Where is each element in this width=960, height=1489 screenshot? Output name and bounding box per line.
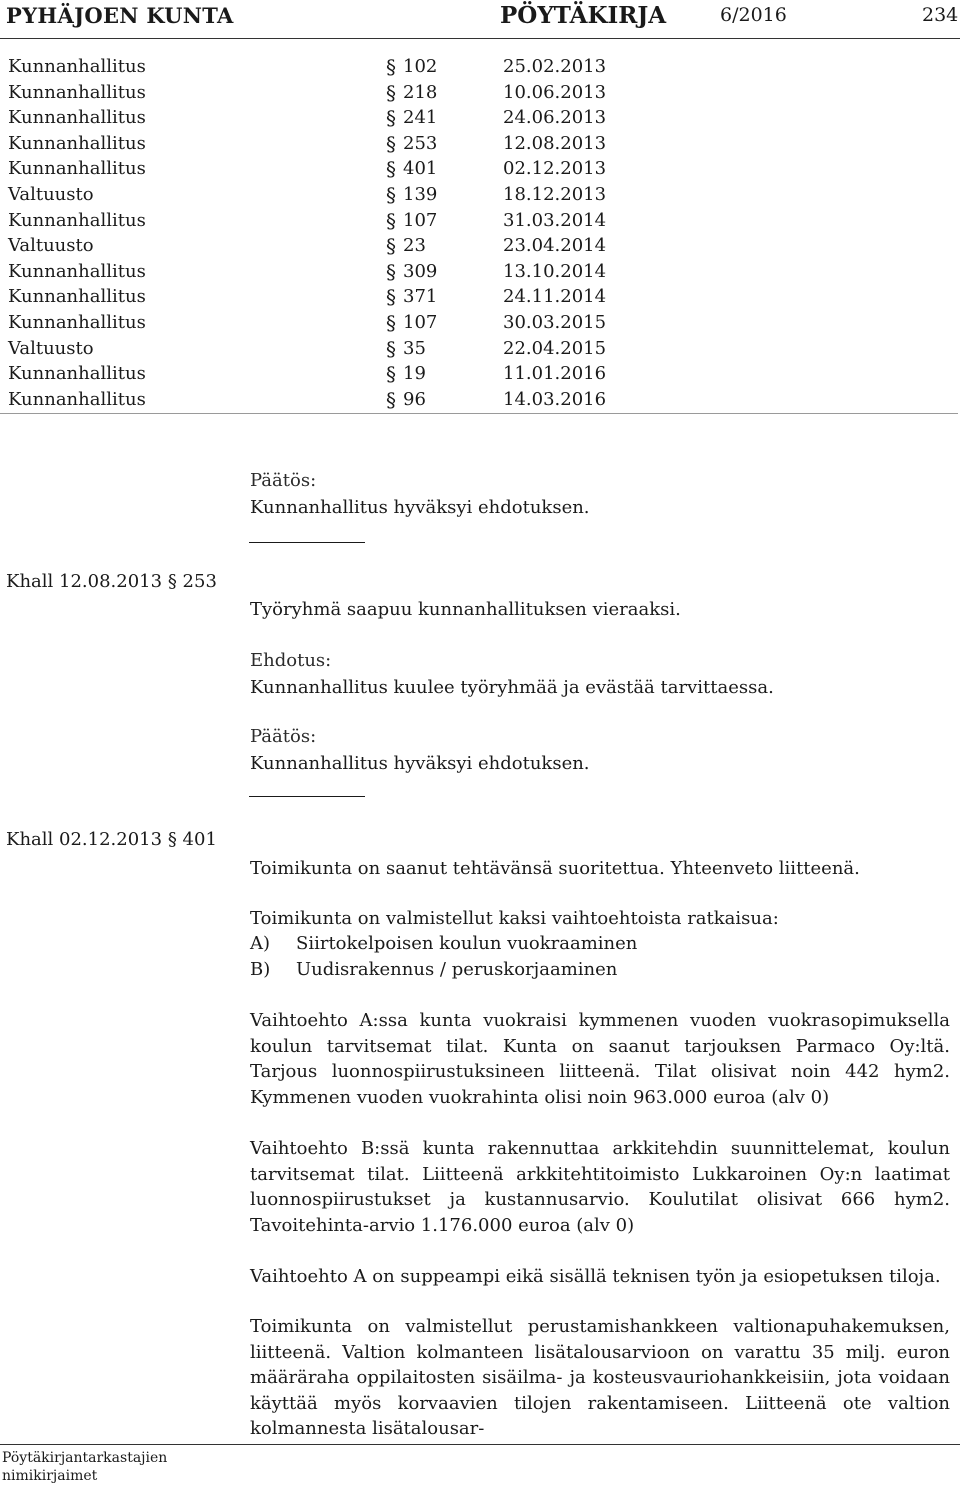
proposal-label: Ehdotus:	[250, 650, 332, 671]
organization-name: PYHÄJOEN KUNTA	[6, 3, 234, 28]
history-row	[8, 312, 958, 338]
option-a-text: Siirtokelpoisen koulun vuokraaminen	[296, 933, 638, 954]
option-a	[250, 931, 637, 957]
footer-line-1: Pöytäkirjantarkastajien	[2, 1450, 168, 1466]
section-end-rule	[249, 542, 365, 543]
history-number: 23	[403, 235, 426, 257]
option-a-key: A)	[250, 933, 271, 954]
history-org: Kunnanhallitus	[8, 363, 146, 385]
section-icon: §	[167, 571, 177, 592]
section-icon: §	[386, 208, 396, 233]
history-org: Valtuusto	[8, 183, 94, 205]
section-icon: §	[386, 55, 396, 79]
history-row	[8, 107, 958, 133]
history-row	[8, 82, 958, 108]
history-number: 309	[403, 260, 438, 282]
decision-label: Päätös:	[250, 726, 317, 747]
decision-text: Kunnanhallitus hyväksyi ehdotuksen.	[250, 753, 590, 774]
history-org: Kunnanhallitus	[8, 158, 146, 180]
history-date: 23.04.2014	[503, 235, 607, 257]
section-icon: §	[386, 259, 396, 284]
khall-401-reference	[6, 829, 217, 850]
history-number: 218	[403, 81, 438, 103]
option-a-description	[250, 1008, 950, 1110]
section-icon: §	[386, 106, 396, 131]
paragraph: Vaihtoehto A on suppeampi eikä sisällä teknisen työn ja esiopetuksen tiloja.	[250, 1266, 941, 1287]
history-org: Valtuusto	[8, 337, 94, 359]
footer-line-2: nimikirjaimet	[2, 1468, 98, 1484]
history-org: Kunnanhallitus	[8, 260, 146, 282]
history-row	[8, 389, 958, 415]
history-org: Kunnanhallitus	[8, 107, 146, 129]
history-date: 02.12.2013	[503, 158, 607, 180]
history-number: 107	[403, 209, 438, 231]
history-org: Kunnanhallitus	[8, 132, 146, 154]
history-number: 401	[403, 158, 438, 180]
paragraph: Vaihtoehto B:ssä kunta rakennuttaa arkkitehdin suunnittelemat, koulun tarvitsemat tilat. Liitteenä arkkitehtitoimisto Lukkaroinen Oy:n laatimat luonnospiirustukset ja kustannusarvio. Koulutilat olisivat 666 hym2. Tavoitehinta-arvio 1.176.000 euroa (alv 0)	[250, 1138, 950, 1236]
section-icon: §	[167, 829, 177, 850]
history-date: 22.04.2015	[503, 337, 607, 359]
history-org: Valtuusto	[8, 235, 94, 257]
section-icon: §	[386, 131, 396, 156]
section-icon: §	[386, 362, 396, 387]
history-date: 11.01.2016	[503, 363, 607, 385]
history-date: 12.08.2013	[503, 132, 607, 154]
proposal-text: Kunnanhallitus kuulee työryhmää ja evästää tarvittaessa.	[250, 677, 774, 698]
section-icon: §	[386, 157, 396, 182]
history-date: 25.02.2013	[503, 56, 607, 77]
section-icon: §	[386, 234, 396, 259]
paragraph: Vaihtoehto A:ssa kunta vuokraisi kymmenen vuoden vuokrasopimuksella koulun tarvitsemat tilat. Kunta on saanut tarjouksen Parmaco Oy:ltä. Tarjous luonnospiirustuksineen liitteenä. Tilat olisivat noin 442 hym2. Kymmenen vuoden vuokrahinta olisi noin 963.000 euroa (alv 0)	[250, 1010, 950, 1108]
option-b	[250, 957, 617, 983]
history-row	[8, 133, 958, 159]
section-icon: §	[386, 285, 396, 310]
history-divider	[0, 413, 958, 414]
history-date: 24.06.2013	[503, 107, 607, 129]
history-row	[8, 235, 958, 261]
history-date: 13.10.2014	[503, 260, 607, 282]
history-org: Kunnanhallitus	[8, 56, 146, 77]
history-date: 14.03.2016	[503, 388, 607, 410]
history-date: 31.03.2014	[503, 209, 607, 231]
header-divider	[0, 38, 960, 39]
khall-253-number: 253	[182, 571, 217, 592]
history-row	[8, 286, 958, 312]
page-number: 234	[922, 4, 959, 26]
footer-divider	[0, 1444, 960, 1445]
section-icon: §	[386, 336, 396, 361]
paragraph: Toimikunta on valmistellut perustamishankkeen valtionapuhakemuksen, liitteenä. Valtion kolmanteen lisätalousarvioon on varattu 35 milj. euron määräraha oppilaitosten sisäilma- ja kosteusvauriohankkeisiin, jota voidaan käyttää myös korvaavien tilojen rakentamiseen. Liitteenä ote valtion kolmannesta lisätalousar-	[250, 1316, 950, 1440]
options-intro: Toimikunta on valmistellut kaksi vaihtoehtoista ratkaisua:	[250, 908, 779, 929]
history-date: 30.03.2015	[503, 311, 607, 333]
history-date: 24.11.2014	[503, 286, 607, 308]
section-icon: §	[386, 310, 396, 335]
history-number: 96	[403, 388, 426, 410]
option-b-text: Uudisrakennus / peruskorjaaminen	[296, 959, 618, 980]
history-row	[8, 338, 958, 364]
history-org: Kunnanhallitus	[8, 311, 146, 333]
history-org: Kunnanhallitus	[8, 388, 146, 410]
section-end-rule	[249, 796, 365, 797]
document-type: PÖYTÄKIRJA	[500, 2, 667, 29]
khall-401-paragraph-1: Toimikunta on saanut tehtävänsä suoritettua. Yhteenveto liitteenä.	[250, 858, 860, 879]
history-row	[8, 158, 958, 184]
decision-label: Päätös:	[250, 470, 317, 491]
history-row	[8, 184, 958, 210]
khall-401-number: 401	[182, 829, 217, 850]
history-row	[8, 261, 958, 287]
history-row	[8, 56, 958, 82]
section-icon: §	[386, 80, 396, 105]
history-number: 139	[403, 183, 438, 205]
history-date: 18.12.2013	[503, 183, 607, 205]
history-org: Kunnanhallitus	[8, 209, 146, 231]
history-number: 241	[403, 107, 438, 129]
option-b-key: B)	[250, 959, 271, 980]
history-number: 102	[403, 56, 438, 77]
khall-401-ref: Khall 02.12.2013	[6, 829, 163, 850]
option-b-description	[250, 1136, 950, 1238]
history-org: Kunnanhallitus	[8, 81, 146, 103]
history-number: 371	[403, 286, 438, 308]
comparison-note	[250, 1264, 950, 1290]
section-icon: §	[386, 182, 396, 207]
khall-253-ref: Khall 12.08.2013	[6, 571, 163, 592]
history-number: 107	[403, 311, 438, 333]
section-icon: §	[386, 387, 396, 412]
history-org: Kunnanhallitus	[8, 286, 146, 308]
history-number: 253	[403, 132, 438, 154]
khall-253-intro: Työryhmä saapuu kunnanhallituksen vieraaksi.	[250, 599, 681, 620]
history-number: 19	[403, 363, 426, 385]
footer-note	[2, 1449, 167, 1485]
meeting-number: 6/2016	[720, 4, 787, 26]
khall-253-reference	[6, 571, 217, 592]
history-list	[8, 56, 958, 414]
history-row	[8, 363, 958, 389]
history-number: 35	[403, 337, 426, 359]
history-row	[8, 210, 958, 236]
grant-application-paragraph	[250, 1314, 950, 1442]
decision-text: Kunnanhallitus hyväksyi ehdotuksen.	[250, 497, 590, 518]
history-date: 10.06.2013	[503, 81, 607, 103]
